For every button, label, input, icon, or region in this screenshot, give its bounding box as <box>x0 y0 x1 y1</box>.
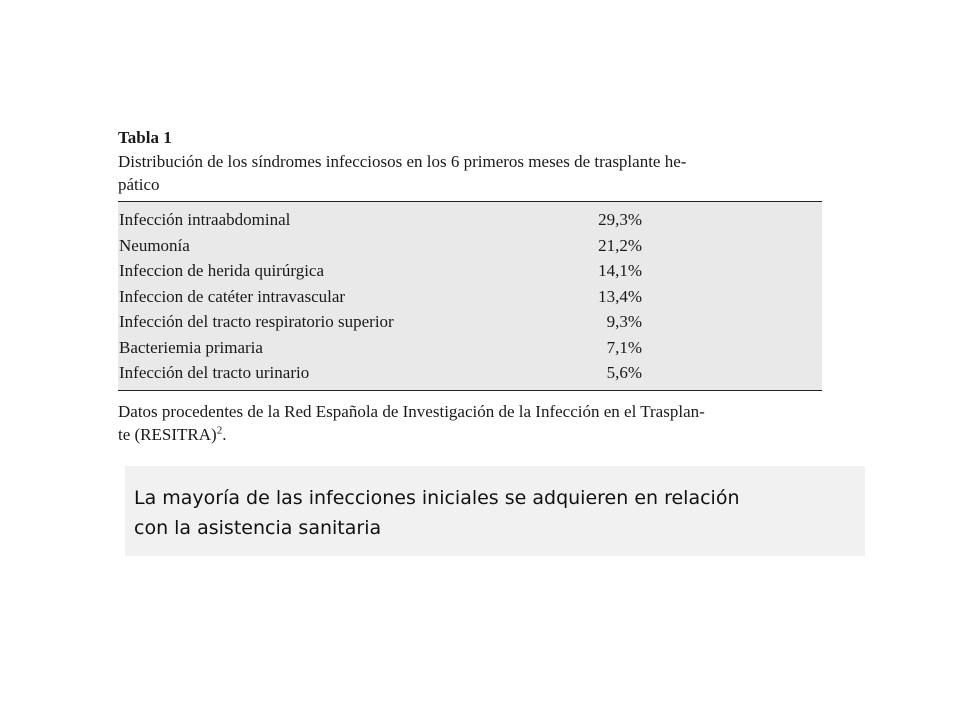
source-line-1: Datos procedentes de la Red Española de Investigación de la Infección en el Trasplan- <box>118 401 705 421</box>
source-reference: 2 <box>216 423 223 436</box>
row-label: Infeccion de catéter intravascular <box>119 286 346 306</box>
table-source-note <box>118 400 822 446</box>
table-row <box>118 233 822 259</box>
row-value: 5,6% <box>606 363 642 382</box>
table-caption-line-1: Distribución de los síndromes infecciosos en los 6 primeros meses de trasplante he- <box>118 152 687 171</box>
table-caption-line-2: pático <box>118 175 160 194</box>
row-label: Bacteriemia primaria <box>119 337 263 357</box>
row-label: Infección intraabdominal <box>119 210 291 229</box>
row-label: Infección del tracto respiratorio superior <box>119 312 394 331</box>
table-label: Tabla 1 <box>118 128 172 147</box>
table-row <box>118 284 822 310</box>
source-line-2 <box>118 423 822 446</box>
callout-box <box>125 466 865 556</box>
row-value: 21,2% <box>598 235 642 255</box>
table-caption <box>118 150 822 196</box>
callout-line-1: La mayoría de las infecciones iniciales se adquieren en relación <box>134 487 740 509</box>
table-row <box>118 258 822 284</box>
row-label: Infección del tracto urinario <box>119 363 310 382</box>
table-row <box>118 309 822 335</box>
source-end: . <box>222 424 227 444</box>
row-label: Neumonía <box>119 235 190 255</box>
source-line-2-text: te (RESITRA) <box>118 424 217 444</box>
row-value: 9,3% <box>606 312 642 331</box>
row-value: 14,1% <box>598 261 642 280</box>
table-row <box>118 335 822 361</box>
row-value: 13,4% <box>598 286 642 306</box>
table-row <box>118 360 822 386</box>
table-figure <box>118 128 822 446</box>
row-value: 7,1% <box>606 337 642 357</box>
row-value: 29,3% <box>598 210 642 229</box>
row-label: Infeccion de herida quirúrgica <box>119 261 325 280</box>
callout-line-2: con la asistencia sanitaria <box>134 517 382 539</box>
table-row <box>118 207 822 233</box>
data-table <box>118 201 822 391</box>
